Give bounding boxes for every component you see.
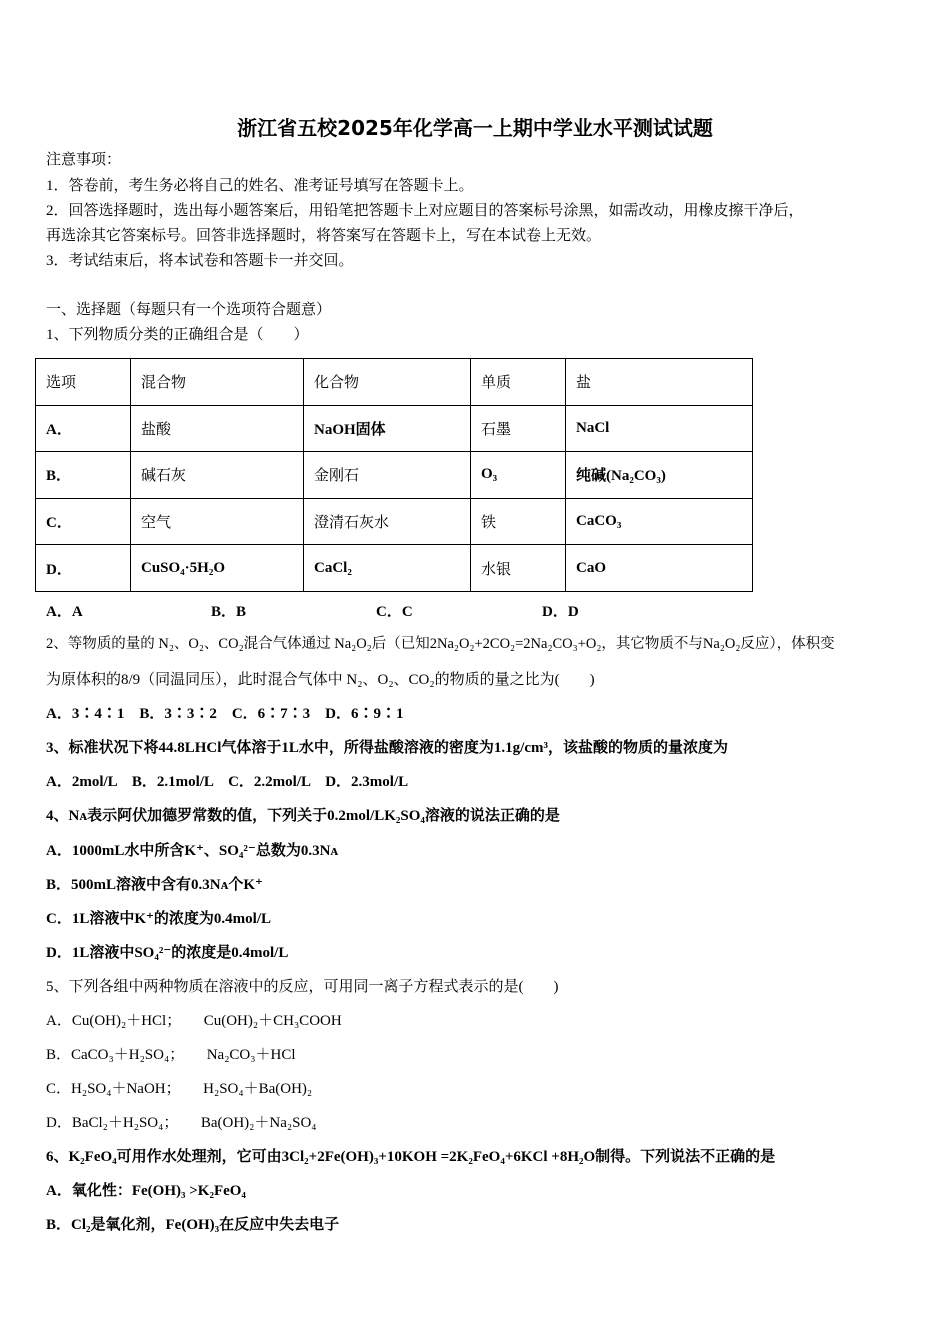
table-header: 单质 [471, 359, 566, 406]
table-cell: 水银 [471, 545, 566, 592]
table-row [36, 452, 753, 499]
option-a[interactable]: A．1000mL水中所含K⁺、SO₄²⁻总数为0.3Nᴀ [46, 843, 339, 859]
notes-heading: 注意事项： [46, 152, 122, 168]
option-d[interactable]: D．D [542, 604, 579, 620]
question-6-stem: 6、K₂FeO₄可用作水处理剂，它可由3Cl₂+2Fe(OH)₃+10KOH =2K₂FeO₄+6KCl +8H₂O制得。下列说法不正确的是 [46, 1149, 776, 1165]
table-cell: NaCl [566, 405, 753, 452]
note-item: 再选涂其它答案标号。回答非选择题时，将答案写在答题卡上，写在本试卷上无效。 [46, 228, 602, 244]
table-cell: CaO [566, 545, 753, 592]
note-item: 1．答卷前，考生务必将自己的姓名、准考证号填写在答题卡上。 [46, 178, 474, 194]
table-cell: C． [36, 498, 131, 545]
table-header: 混合物 [131, 359, 304, 406]
option-a[interactable]: A．Cu(OH)₂＋HCl； Cu(OH)₂＋CH₃COOH [46, 1013, 342, 1029]
table-cell: 澄清石灰水 [304, 498, 471, 545]
table-header-row [36, 359, 753, 406]
option-b[interactable]: B．Cl₂是氧化剂，Fe(OH)₃在反应中失去电子 [46, 1217, 340, 1233]
question-5-stem: 5、下列各组中两种物质在溶液中的反应，可用同一离子方程式表示的是( ) [46, 979, 559, 995]
table-cell: NaOH固体 [304, 405, 471, 452]
page-title: 浙江省五校2025年化学高一上期中学业水平测试试题 [237, 116, 713, 140]
table-cell: 空气 [131, 498, 304, 545]
table-cell: CaCl₂ [304, 545, 471, 592]
section-heading: 一、选择题（每题只有一个选项符合题意） [46, 302, 332, 318]
table-cell: A． [36, 405, 131, 452]
table-cell: 纯碱(Na₂CO₃) [566, 452, 753, 499]
option-b[interactable]: B．CaCO₃＋H₂SO₄； Na₂CO₃＋HCl [46, 1047, 296, 1063]
table-header: 盐 [566, 359, 753, 406]
table-cell: 碱石灰 [131, 452, 304, 499]
question-4-stem: 4、Nᴀ表示阿伏加德罗常数的值，下列关于0.2mol/LK₂SO₄溶液的说法正确的是 [46, 808, 560, 824]
table-row [36, 545, 753, 592]
question-3-options[interactable]: A．2mol/L B．2.1mol/L C．2.2mol/L D．2.3mol/L [46, 774, 409, 790]
question-2-options[interactable]: A．3∶4∶1 B．3∶3∶2 C．6∶7∶3 D．6∶9∶1 [46, 706, 404, 722]
table-header: 化合物 [304, 359, 471, 406]
table-cell: 铁 [471, 498, 566, 545]
table-header: 选项 [36, 359, 131, 406]
table-cell: 盐酸 [131, 405, 304, 452]
option-c[interactable]: C．H₂SO₄＋NaOH； H₂SO₄＋Ba(OH)₂ [46, 1081, 313, 1097]
table-cell: 金刚石 [304, 452, 471, 499]
classification-table [35, 358, 753, 592]
question-1-stem: 1、下列物质分类的正确组合是（ ） [46, 327, 309, 343]
option-d[interactable]: D．1L溶液中SO₄²⁻的浓度是0.4mol/L [46, 945, 289, 961]
option-a[interactable]: A．A [46, 604, 83, 620]
table-cell: CuSO₄·5H₂O [131, 545, 304, 592]
table-cell: O₃ [471, 452, 566, 499]
table-row [36, 405, 753, 452]
option-b[interactable]: B．500mL溶液中含有0.3Nᴀ个K⁺ [46, 877, 263, 893]
option-c[interactable]: C．C [376, 604, 413, 620]
option-d[interactable]: D．BaCl₂＋H₂SO₄； Ba(OH)₂＋Na₂SO₄ [46, 1115, 317, 1131]
question-2-stem: 2、等物质的量的 N₂、O₂、CO₂混合气体通过 Na₂O₂后（已知2Na₂O₂+2CO₂=2Na₂CO₃+O₂，其它物质不与Na₂O₂反应），体积变 [46, 636, 835, 652]
table-cell: B． [36, 452, 131, 499]
note-item: 2．回答选择题时，选出每小题答案后，用铅笔把答题卡上对应题目的答案标号涂黑，如需改动，用橡皮擦干净后， [46, 203, 804, 219]
question-2-stem-cont: 为原体积的8/9（同温同压），此时混合气体中 N₂、O₂、CO₂的物质的量之比为( ) [46, 672, 595, 688]
question-3-stem: 3、标准状况下将44.8LHCl气体溶于1L水中，所得盐酸溶液的密度为1.1g/cm³，该盐酸的物质的量浓度为 [46, 740, 728, 756]
note-item: 3．考试结束后，将本试卷和答题卡一并交回。 [46, 253, 354, 269]
table-row [36, 498, 753, 545]
option-c[interactable]: C．1L溶液中K⁺的浓度为0.4mol/L [46, 911, 272, 927]
table-cell: D． [36, 545, 131, 592]
table-cell: 石墨 [471, 405, 566, 452]
option-b[interactable]: B．B [211, 604, 247, 620]
table-cell: CaCO₃ [566, 498, 753, 545]
option-a[interactable]: A．氧化性：Fe(OH)₃ >K₂FeO₄ [46, 1183, 246, 1199]
